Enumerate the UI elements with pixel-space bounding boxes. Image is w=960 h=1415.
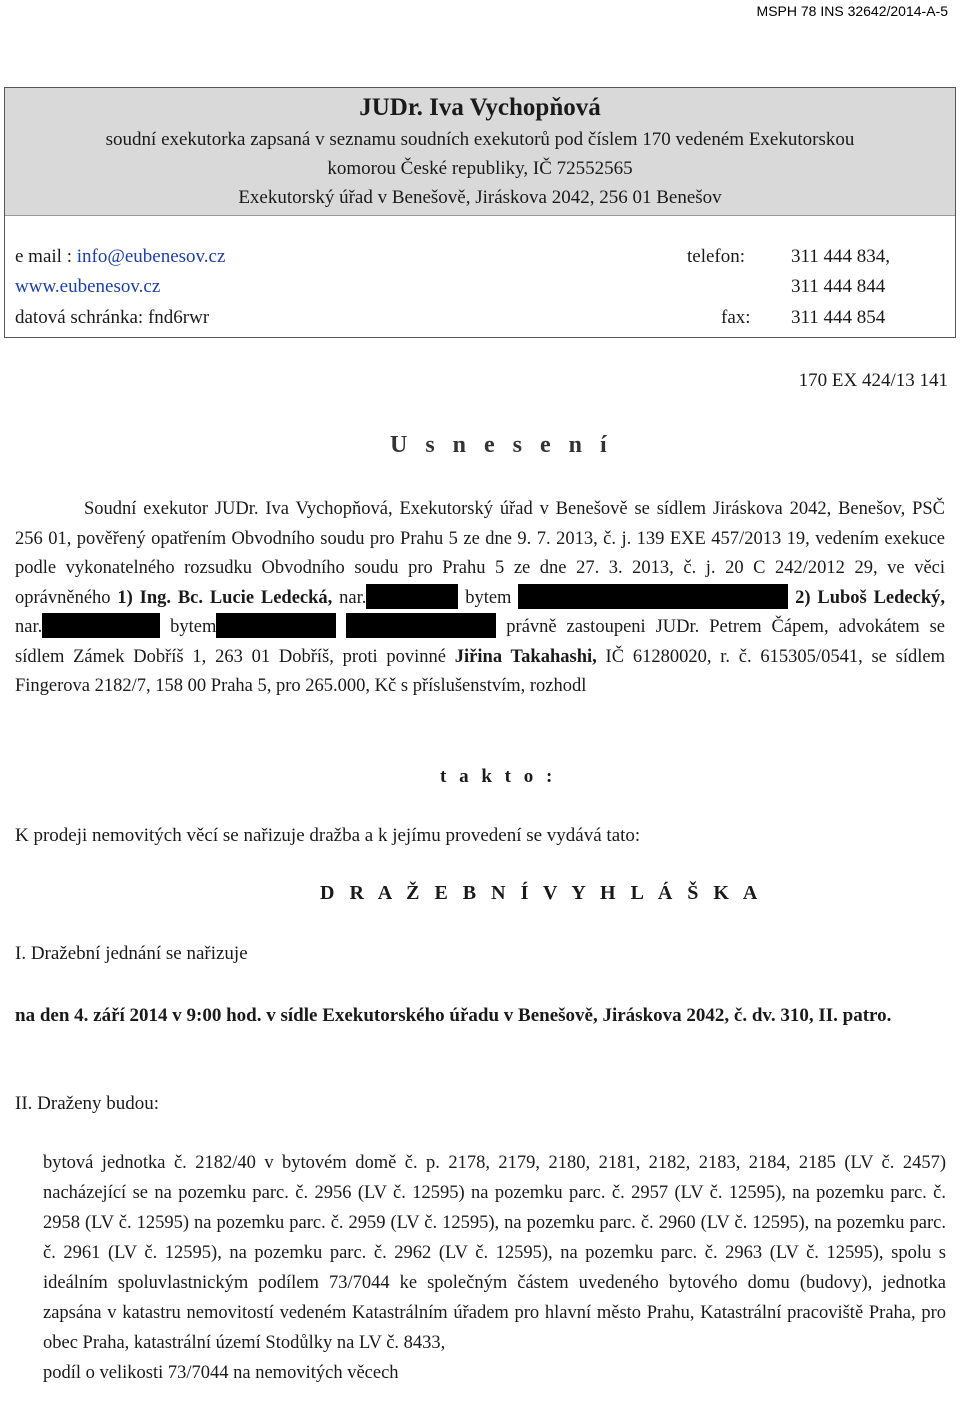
notice-title: D R A Ž E B N Í V Y H L Á Š K A (320, 882, 763, 904)
case-number: 170 EX 424/13 141 (798, 370, 948, 391)
unit-text: bytová jednotka č. 2182/40 v bytovém domě č. p. 2178, 2179, 2180, 2181, 2182, 2183, 2184, 2185 (LV č. 2457) nacházející se na pozemku parc. č. 2956 (LV č. 12595) na pozemku parc. č. 2957 (LV č. 12595), na pozemku parc. č. 2958 (LV č. 12595) na pozemku parc. č. 2959 (LV č. 12595), na pozemku parc. č. 2960 (LV č. 12595), na pozemku parc. č. 2961 (LV č. 12595), na pozemku parc. č. 2962 (LV č. 12595), na pozemku parc. č. 2963 (LV č. 12595), spolu s ideálním spoluvlastnickým podílem 73/7044 ke společným částem uvedeného bytového domu (budovy), jednotka zapsána v katastru nemovitostí vedeném Katastrálním úřadem pro hlavní město Prahu, Katastrální pracoviště Praha, pro obec Praha, katastrální území Stodůlky na LV č. 8433, (43, 1153, 946, 1353)
intro-text-4: nar. (15, 617, 43, 637)
section-2-heading: II. Draženy budou: (15, 1093, 160, 1114)
hearing-date: na den 4. září 2014 v 9:00 hod. v sídle Exekutorského úřadu v Benešově, Jiráskova 2042, č. dv. 310, II. patro. (15, 1005, 892, 1026)
intro-text-1: Soudní exekutor JUDr. Iva Vychopňová, Exekutorský úřad v Benešově se sídlem Jiráskova 2042, Benešov, PSČ 256 01, pověřený opatřením Obvodního soudu pro Prahu 5 ze dne 9. 7. 2013, č. j. 139 EXE 457/2013 19, vedením exekuce podle vykonatelného rozsudku Obvodního soudu pro Prahu 5 ze dne 27. 3. 2013, č. j. 20 C 242/2012 29, ve věci oprávněného (15, 499, 945, 608)
intro-paragraph (15, 495, 945, 702)
letterhead (4, 87, 956, 338)
executor-description: soudní exekutorka zapsaná v seznamu soudních exekutorů pod číslem 170 vedeném Exekutorskou (105, 129, 855, 150)
creditor-1: 1) Ing. Bc. Lucie Ledecká, (117, 587, 333, 608)
email-row (15, 246, 225, 268)
intro-text-5: bytem (170, 617, 217, 637)
redaction (216, 613, 336, 638)
website-link[interactable]: www.eubenesov.cz (15, 276, 161, 297)
phone-2: 311 444 844 (791, 276, 886, 297)
redaction (416, 584, 458, 609)
executor-name: JUDr. Iva Vychopňová (359, 94, 601, 121)
debtor-name: Jiřina Takahashi, (454, 646, 597, 667)
executor-registration: komorou České republiky, IČ 72552565 (327, 158, 633, 179)
intro-text-2: nar. (332, 587, 367, 608)
fax-label: fax: (721, 307, 751, 328)
property-description (43, 1148, 946, 1388)
email-link[interactable]: info@eubenesov.cz (76, 246, 226, 267)
share-text: podíl o velikosti 73/7044 na nemovitých věcech (43, 1363, 399, 1383)
redaction (366, 584, 416, 609)
email-label: e mail : (15, 246, 72, 267)
redaction (518, 584, 788, 609)
intro-text-7: IČ 61280020, r. č. 615305/0541, se sídlem Fingerova 2182/7, 158 00 Praha 5, pro 265.000, Kč s příslušenstvím, rozhodl (15, 646, 946, 696)
section-1-heading: I. Dražební jednání se nařizuje (15, 943, 248, 964)
databox: datová schránka: fnd6rwr (15, 307, 210, 328)
redaction (42, 613, 160, 638)
redaction (346, 613, 496, 638)
executor-address: Exekutorský úřad v Benešově, Jiráskova 2042, 256 01 Benešov (238, 187, 722, 208)
letterhead-banner (5, 88, 955, 216)
phone-label: telefon: (687, 246, 746, 267)
ruling-heading: t a k t o : (440, 766, 557, 787)
intro-text-6: právně zastoupeni JUDr. Petrem Čápem, advokátem se sídlem Zámek Dobříš 1, 263 01 Dobříš, proti povinné (15, 617, 946, 667)
document-reference: MSPH 78 INS 32642/2014-A-5 (756, 3, 948, 19)
document-title: U s n e s e n í (390, 432, 613, 458)
intro-text-3: bytem (458, 587, 519, 608)
creditor-2: 2) Luboš Ledecký, (795, 587, 946, 608)
fax-number: 311 444 854 (791, 307, 886, 328)
order-text: K prodeji nemovitých věcí se nařizuje dražba a k jejímu provedení se vydává tato: (15, 825, 641, 846)
phone-1: 311 444 834, (791, 246, 891, 267)
